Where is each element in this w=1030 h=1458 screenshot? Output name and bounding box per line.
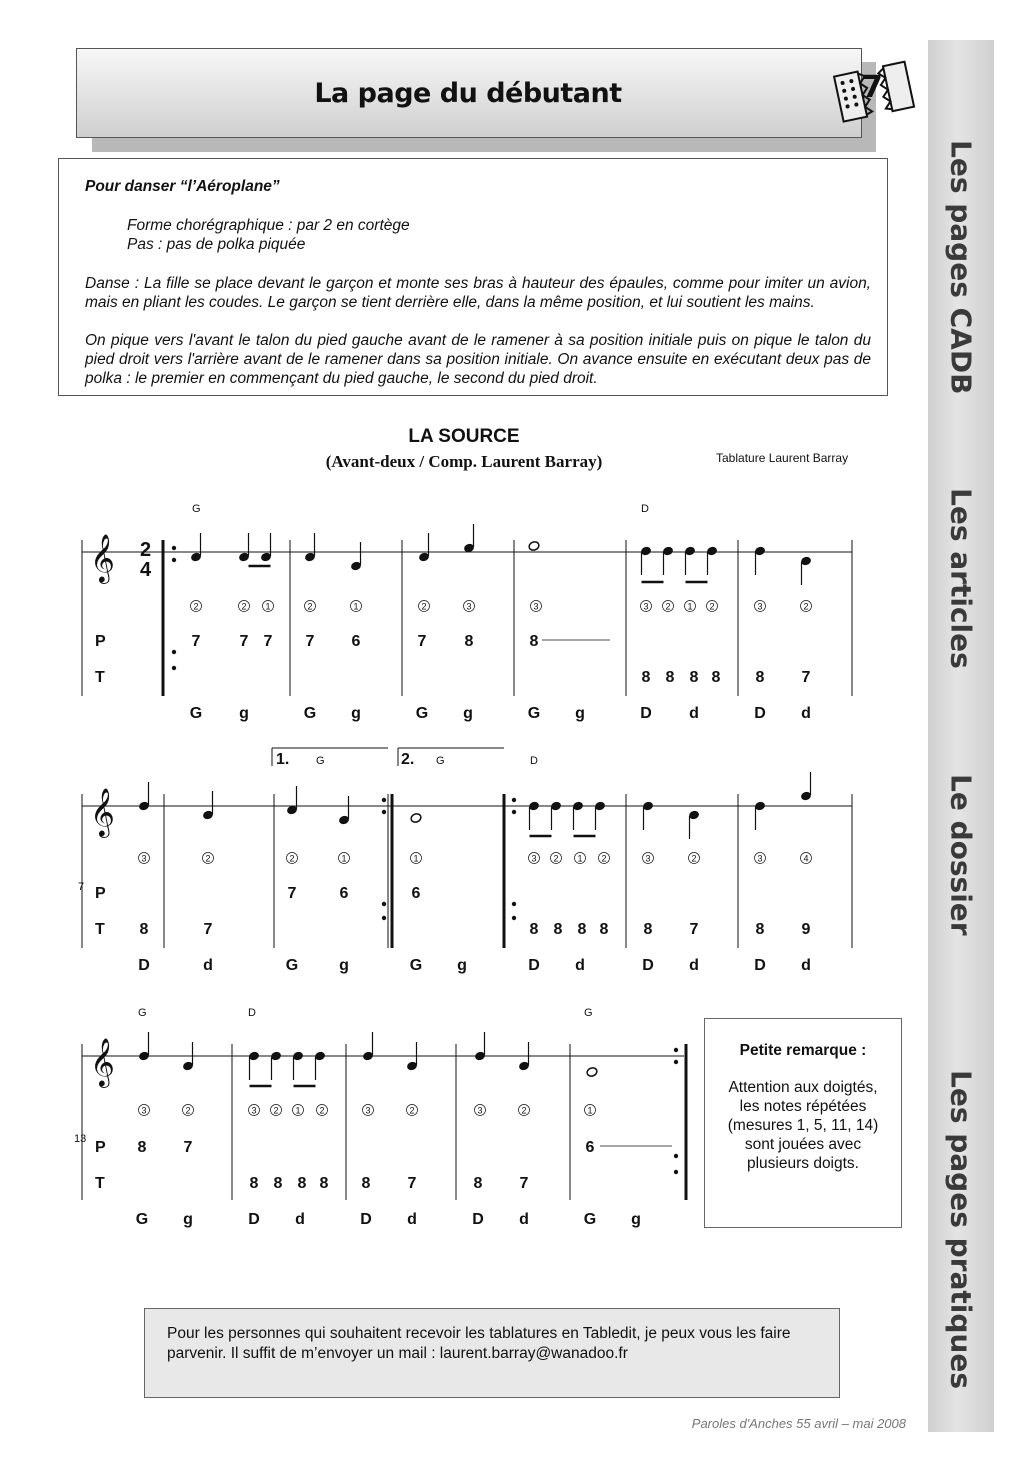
bass-chord: D <box>642 957 654 974</box>
finger-number: 3 <box>757 853 763 864</box>
finger-number: 1 <box>353 601 359 612</box>
dance-form: Forme chorégraphique : par 2 en cortège <box>127 217 410 234</box>
repeat-dot <box>512 810 516 814</box>
measure-number: 7 <box>78 881 85 893</box>
sidebar-item-articles[interactable]: Les articles <box>944 488 978 669</box>
push-number: 7 <box>183 1139 193 1156</box>
push-number: 8 <box>529 633 539 650</box>
chord-symbol: G <box>584 1007 593 1019</box>
push-number: 8 <box>464 633 474 650</box>
page-title: La page du débutant <box>314 78 622 109</box>
pull-number: 8 <box>529 921 539 938</box>
bass-chord: G <box>135 1211 149 1228</box>
repeat-dot <box>172 666 176 670</box>
push-number: 7 <box>263 633 273 650</box>
pull-number: 8 <box>577 921 587 938</box>
repeat-dot <box>674 1060 678 1064</box>
finger-number: 2 <box>273 1105 279 1116</box>
bass-chord: D <box>138 957 150 974</box>
finger-number: 2 <box>665 601 671 612</box>
finger-number: 2 <box>691 853 697 864</box>
finger-number: 1 <box>577 853 583 864</box>
push-label: P <box>95 885 106 902</box>
bass-chord: D <box>754 957 766 974</box>
finger-number: 2 <box>553 853 559 864</box>
finger-number: 1 <box>341 853 347 864</box>
repeat-dot <box>382 810 386 814</box>
finger-number: 2 <box>421 601 427 612</box>
half-note <box>586 1067 598 1078</box>
dance-step: Pas : pas de polka piquée <box>127 236 306 253</box>
chord-symbol: G <box>316 755 325 767</box>
sidebar-item-pratiques[interactable]: Les pages pratiques <box>944 1070 978 1389</box>
volta-1: 1. <box>276 751 290 768</box>
bass-chord: g <box>339 957 349 974</box>
bass-chord: d <box>689 705 699 722</box>
bass-chord: G <box>189 705 203 722</box>
bass-chord: g <box>239 705 249 722</box>
bass-chord: D <box>472 1211 484 1228</box>
remark-text: Attention aux doigtés, les notes répétées (mesures 1, 5, 11, 14) sont jouées avec plusieurs doigts. <box>727 1079 879 1172</box>
remark-box <box>704 1018 902 1228</box>
push-number: 7 <box>239 633 249 650</box>
bass-chord: G <box>303 705 317 722</box>
finger-number: 2 <box>319 1105 325 1116</box>
volta-2: 2. <box>401 751 415 768</box>
treble-clef-icon: 𝄞 <box>90 788 115 835</box>
pull-number: 8 <box>755 921 765 938</box>
finger-number: 3 <box>466 601 472 612</box>
dance-steps: On pique vers l'avant le talon du pied gauche avant de le ramener à sa position initiale puis on pique le talon du pied droit vers l'arrière avant de le ramener dans sa position initiale. On avance ensuite en exécutant deux pas de polka : le premier en commençant du pied gauche, le second du pied droit. <box>85 332 871 387</box>
time-signature-bottom: 4 <box>140 559 152 581</box>
repeat-dot <box>674 1048 678 1052</box>
bass-chord: d <box>519 1211 529 1228</box>
bass-chord: d <box>801 957 811 974</box>
repeat-dot <box>674 1154 678 1158</box>
push-label: P <box>95 633 106 650</box>
finger-number: 3 <box>141 853 147 864</box>
push-number: 6 <box>411 885 421 902</box>
finger-number: 2 <box>521 1105 527 1116</box>
finger-number: 2 <box>409 1105 415 1116</box>
pull-number: 8 <box>711 669 721 686</box>
bass-chord: d <box>575 957 585 974</box>
chord-symbol: D <box>641 503 649 515</box>
pull-number: 8 <box>689 669 699 686</box>
sidebar <box>928 40 994 1432</box>
finger-number: 3 <box>757 601 763 612</box>
time-signature-top: 2 <box>140 539 152 561</box>
pull-number: 8 <box>361 1175 371 1192</box>
bass-chord: D <box>754 705 766 722</box>
bass-chord: g <box>457 957 467 974</box>
half-note <box>410 813 422 824</box>
pull-number: 9 <box>801 921 811 938</box>
finger-number: 3 <box>141 1105 147 1116</box>
pull-number: 7 <box>407 1175 417 1192</box>
bass-chord: g <box>183 1211 193 1228</box>
bass-chord: g <box>463 705 473 722</box>
push-number: 7 <box>287 885 297 902</box>
finger-number: 1 <box>265 601 271 612</box>
push-number: 6 <box>351 633 361 650</box>
finger-number: 2 <box>241 601 247 612</box>
finger-number: 3 <box>645 853 651 864</box>
pull-number: 8 <box>319 1175 329 1192</box>
repeat-dot <box>172 546 176 550</box>
finger-number: 2 <box>307 601 313 612</box>
bass-chord: D <box>528 957 540 974</box>
finger-number: 2 <box>709 601 715 612</box>
push-number: 7 <box>305 633 315 650</box>
finger-number: 2 <box>185 1105 191 1116</box>
pull-number: 7 <box>519 1175 529 1192</box>
chord-symbol: D <box>248 1007 256 1019</box>
bass-chord: G <box>285 957 299 974</box>
measure-number: 13 <box>74 1133 87 1145</box>
pull-number: 8 <box>273 1175 283 1192</box>
treble-clef-icon: 𝄞 <box>90 534 115 581</box>
repeat-dot <box>512 902 516 906</box>
half-note <box>528 541 540 552</box>
chord-symbol: D <box>530 755 538 767</box>
bass-chord: d <box>801 705 811 722</box>
bass-chord: d <box>407 1211 417 1228</box>
bass-chord: d <box>295 1211 305 1228</box>
repeat-dot <box>512 798 516 802</box>
finger-number: 1 <box>295 1105 301 1116</box>
dance-heading: Pour danser “l’Aéroplane” <box>85 178 280 195</box>
push-number: 6 <box>339 885 349 902</box>
repeat-dot <box>382 798 386 802</box>
finger-number: 2 <box>803 601 809 612</box>
pull-number: 8 <box>643 921 653 938</box>
pull-number: 7 <box>689 921 699 938</box>
bass-chord: d <box>689 957 699 974</box>
repeat-dot <box>512 916 516 920</box>
pull-number: 8 <box>297 1175 307 1192</box>
repeat-dot <box>172 558 176 562</box>
bass-chord: d <box>203 957 213 974</box>
finger-number: 1 <box>687 601 693 612</box>
pull-number: 8 <box>641 669 651 686</box>
bass-chord: g <box>631 1211 641 1228</box>
pull-number: 7 <box>203 921 213 938</box>
chord-symbol: G <box>436 755 445 767</box>
song-title: LA SOURCE <box>408 426 520 447</box>
chord-symbol: G <box>138 1007 147 1019</box>
finger-number: 2 <box>601 853 607 864</box>
tabledit-note: Pour les personnes qui souhaitent recevoir les tablatures en Tabledit, je peux vous les faire parvenir. Il suffit de m’envoyer un mail : laurent.barray@wanadoo.fr <box>167 1325 791 1362</box>
finger-number: 3 <box>365 1105 371 1116</box>
finger-number: 1 <box>413 853 419 864</box>
bass-chord: g <box>575 705 585 722</box>
finger-number: 2 <box>205 853 211 864</box>
repeat-dot <box>382 902 386 906</box>
finger-number: 3 <box>531 853 537 864</box>
sidebar-item-cadb[interactable]: Les pages CADB <box>944 140 978 395</box>
pull-number: 8 <box>553 921 563 938</box>
bass-chord: G <box>583 1211 597 1228</box>
bass-chord: G <box>527 705 541 722</box>
repeat-dot <box>172 650 176 654</box>
repeat-dot <box>382 916 386 920</box>
push-number: 7 <box>417 633 427 650</box>
pull-number: 7 <box>801 669 811 686</box>
tablature-credit: Tablature Laurent Barray <box>716 451 849 465</box>
pull-number: 8 <box>473 1175 483 1192</box>
sidebar-item-dossier[interactable]: Le dossier <box>944 774 978 936</box>
push-number: 7 <box>191 633 201 650</box>
song-subtitle: (Avant-deux / Comp. Laurent Barray) <box>325 452 603 471</box>
repeat-dot <box>674 1170 678 1174</box>
push-number: 8 <box>137 1139 147 1156</box>
push-number: 6 <box>585 1139 595 1156</box>
pull-number: 8 <box>599 921 609 938</box>
pull-number: 8 <box>755 669 765 686</box>
pull-label: T <box>95 1175 105 1192</box>
finger-number: 3 <box>533 601 539 612</box>
treble-clef-icon: 𝄞 <box>90 1038 115 1085</box>
finger-number: 3 <box>477 1105 483 1116</box>
bass-chord: g <box>351 705 361 722</box>
bass-chord: G <box>415 705 429 722</box>
bass-chord: D <box>640 705 652 722</box>
pull-label: T <box>95 669 105 686</box>
dance-description: Danse : La fille se place devant le garçon et monte ses bras à hauteur des épaules, comme pour imiter un avion, mais en pliant les coudes. Le garçon se tient derrière elle, dans la même position, et lui soutient les mains. <box>85 275 871 311</box>
push-label: P <box>95 1139 106 1156</box>
tabledit-note-box <box>144 1308 840 1398</box>
remark-title: Petite remarque : <box>739 1042 867 1059</box>
finger-number: 3 <box>643 601 649 612</box>
pull-number: 8 <box>139 921 149 938</box>
page-number: 7 <box>862 70 883 105</box>
finger-number: 1 <box>587 1105 593 1116</box>
finger-number: 4 <box>803 853 809 864</box>
bass-chord: D <box>360 1211 372 1228</box>
bass-chord: D <box>248 1211 260 1228</box>
pull-label: T <box>95 921 105 938</box>
pull-number: 8 <box>665 669 675 686</box>
chord-symbol: G <box>192 503 201 515</box>
bass-chord: G <box>409 957 423 974</box>
finger-number: 3 <box>251 1105 257 1116</box>
finger-number: 2 <box>289 853 295 864</box>
finger-number: 2 <box>193 601 199 612</box>
page-footer: Paroles d'Anches 55 avril – mai 2008 <box>691 1416 906 1431</box>
pull-number: 8 <box>249 1175 259 1192</box>
